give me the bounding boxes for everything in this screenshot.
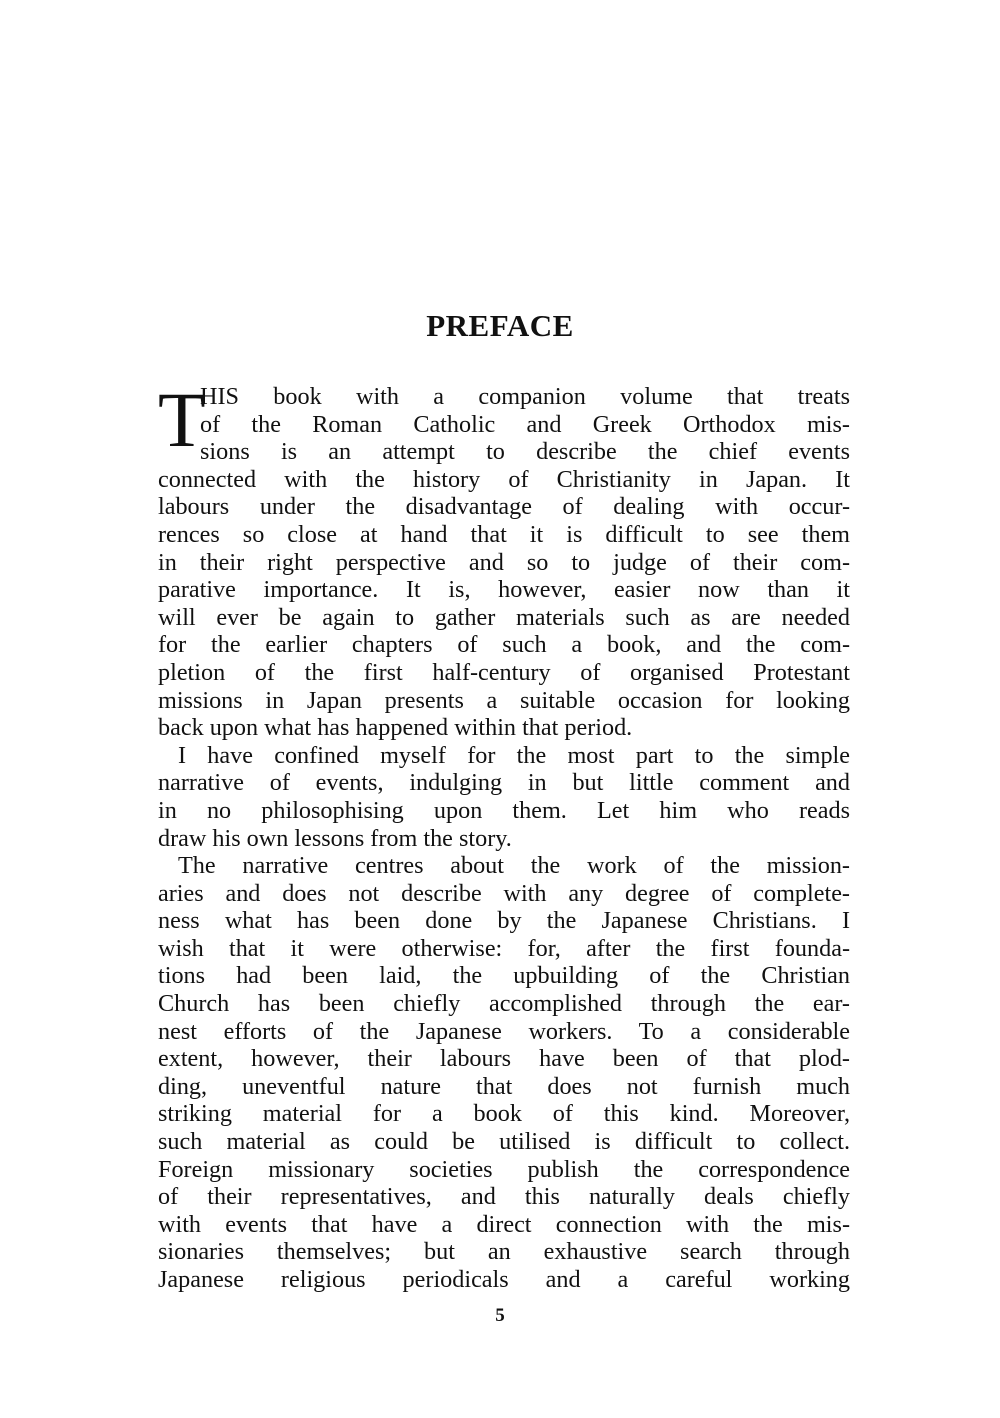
text-line: pletion of the first half-century of organised Protestant [158,658,850,686]
text-line: for the earlier chapters of such a book, and the com- [158,631,850,659]
text-line: missions in Japan presents a suitable occasion for looking [158,686,850,714]
text-line: rences so close at hand that it is difficult to see them [158,520,850,548]
text-line: Japanese religious periodicals and a careful working [158,1266,850,1293]
text-line: will ever be again to gather materials such as are needed [158,603,850,631]
text-line: connected with the history of Christianity in Japan. It [158,465,850,493]
text-line: with events that have a direct connection with the mis- [158,1210,850,1238]
text-line: parative importance. It is, however, easier now than it [158,576,850,604]
text-line: of the Roman Catholic and Greek Orthodox mis- [200,410,850,438]
text-line: extent, however, their labours have been of that plod- [158,1045,850,1073]
text-line: sionaries themselves; but an exhaustive search through [158,1238,850,1266]
text-line: of their representatives, and this naturally deals chiefly [158,1183,850,1211]
text-line: draw his own lessons from the story. [158,824,512,852]
text-line: striking material for a book of this kind. Moreover, [158,1100,850,1128]
text-line: HIS book with a companion volume that treats [200,383,850,410]
text-line: labours under the disadvantage of dealing with occur- [158,493,850,521]
page-number: 5 [495,1305,505,1326]
text-line: nest efforts of the Japanese workers. To a considerable [158,1017,850,1045]
text-line: Foreign missionary societies publish the correspondence [158,1155,850,1183]
drop-cap: T [158,376,206,463]
text-line: narrative of events, indulging in but little comment and [158,769,850,797]
text-line: back upon what has happened within that period. [158,714,633,742]
page-title: PREFACE [426,308,574,343]
text-line: ness what has been done by the Japanese Christians. I [158,907,850,935]
text-line: The narrative centres about the work of the mission- [178,852,850,880]
preface-body [158,376,850,1294]
text-line: sions is an attempt to describe the chief events [200,438,850,466]
text-line: aries and does not describe with any degree of complete- [158,879,850,907]
text-line: in their right perspective and so to judge of their com- [158,548,850,576]
text-line: Church has been chiefly accomplished through the ear- [158,990,850,1018]
text-line: tions had been laid, the upbuilding of the Christian [158,962,850,990]
text-line: wish that it were otherwise: for, after the first founda- [158,934,850,962]
text-line: I have confined myself for the most part to the simple [178,741,850,769]
text-line: in no philosophising upon them. Let him who reads [158,796,850,824]
text-line: ding, uneventful nature that does not furnish much [158,1072,850,1100]
text-line: such material as could be utilised is difficult to collect. [158,1128,850,1156]
